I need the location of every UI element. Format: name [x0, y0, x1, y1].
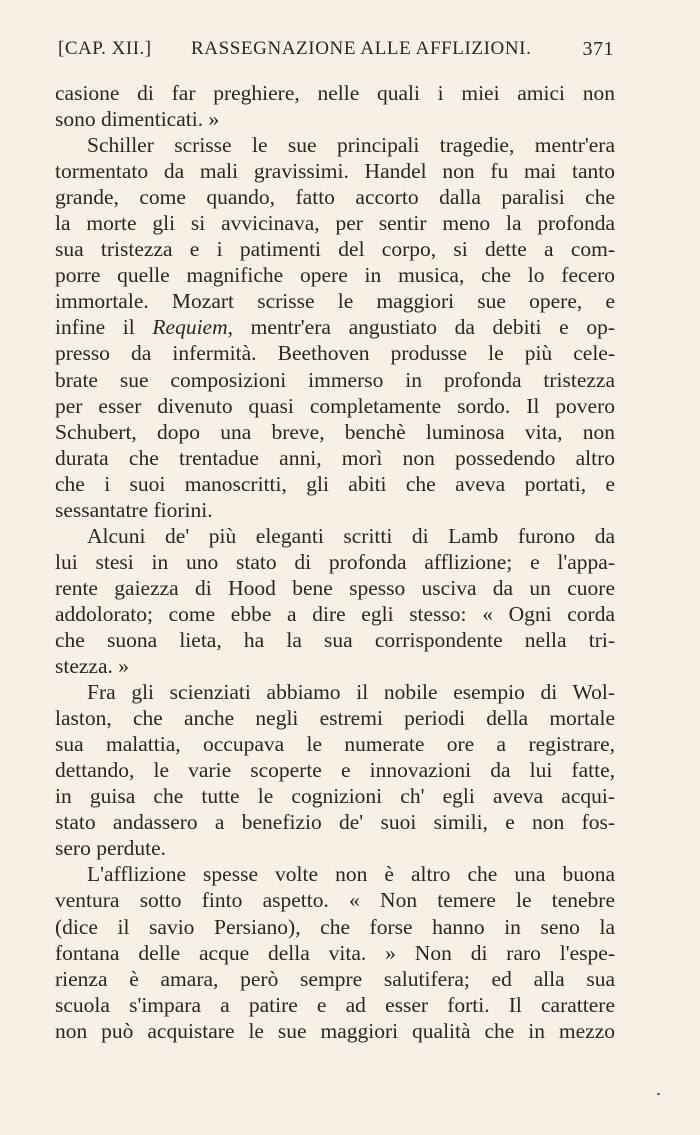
text-line: L'afflizione spesse volte non è altro che una buona — [87, 862, 615, 887]
text-line: rienza è amara, però sempre salutifera; ed alla sua — [55, 966, 615, 991]
chapter-title: RASSEGNAZIONE ALLE AFFLIZIONI. — [191, 38, 532, 59]
text-line: ventura sotto finto aspetto. « Non temere le tenebre — [55, 888, 615, 913]
text-line: scuola s'impara a patire e ad esser forti. Il carattere — [55, 992, 615, 1017]
text-line: in guisa che tutte le cognizioni ch' egli aveva acqui- — [55, 784, 615, 809]
text-line: casione di far preghiere, nelle quali i miei amici non — [55, 81, 615, 105]
text-line: infine il Requiem, mentr'era angustiato da debiti e op- — [55, 315, 615, 340]
text-line: Fra gli scienziati abbiamo il nobile esempio di Wol- — [87, 680, 615, 705]
text-line: porre quelle magnifiche opere in musica, che lo fecero — [55, 263, 615, 288]
text-line: stato andassero a benefizio de' suoi simili, e non fos- — [55, 810, 615, 835]
body-text — [55, 80, 615, 1044]
text-line: sua tristezza e i patimenti del corpo, si dette a com- — [55, 237, 615, 262]
running-head — [58, 38, 614, 68]
text-line: lui stesi in uno stato di profonda afflizione; e l'appa- — [55, 549, 615, 574]
text-line: che suona lieta, ha la sua corrispondente nella tri- — [55, 627, 615, 652]
text-line: sero perdute. — [55, 836, 167, 861]
italic-title: Requiem — [152, 315, 228, 340]
text-line: fontana delle acque della vita. » Non di raro l'espe- — [55, 940, 615, 965]
text-line: Schubert, dopo una breve, benchè luminosa vita, non — [55, 419, 615, 444]
text-line: la morte gli si avvicinava, per sentir meno la profonda — [55, 211, 615, 236]
text-line: (dice il savio Persiano), che forse hanno in seno la — [55, 914, 615, 939]
page-number: 371 — [582, 38, 614, 60]
text-line: sono dimenticati. » — [55, 107, 220, 132]
chapter-label: [CAP. XII.] — [58, 38, 152, 59]
text-line: che i suoi manoscritti, gli abiti che aveva portati, e — [55, 471, 615, 496]
text-line: tormentato da mali gravissimi. Handel non fu mai tanto — [55, 159, 615, 184]
text-line: sessantatre fiorini. — [55, 497, 213, 522]
text-line: stezza. » — [55, 654, 130, 679]
text-line: addolorato; come ebbe a dire egli stesso: « Ogni corda — [55, 601, 615, 626]
text-line: per esser divenuto quasi completamente sordo. Il povero — [55, 393, 615, 418]
text-line: brate sue composizioni immerso in profonda tristezza — [55, 367, 615, 392]
text-line: Schiller scrisse le sue principali tragedie, mentr'era — [87, 133, 615, 158]
text-line: non può acquistare le sue maggiori qualità che in mezzo — [55, 1018, 615, 1043]
text-line: grande, come quando, fatto accorto dalla paralisi che — [55, 185, 615, 210]
paper-speck — [657, 1093, 660, 1095]
text-line: sua malattia, occupava le numerate ore a registrare, — [55, 732, 615, 757]
text-line: immortale. Mozart scrisse le maggiori sue opere, e — [55, 289, 615, 314]
text-line: Alcuni de' più eleganti scritti di Lamb furono da — [87, 523, 615, 548]
text-line: durata che trentadue anni, morì non possedendo altro — [55, 445, 615, 470]
text-line: presso da infermità. Beethoven produsse le più cele- — [55, 341, 615, 366]
text-line: rente gaiezza di Hood bene spesso usciva da un cuore — [55, 575, 615, 600]
text-line: laston, che anche negli estremi periodi della mortale — [55, 706, 615, 731]
text-line: dettando, le varie scoperte e innovazioni da lui fatte, — [55, 758, 615, 783]
